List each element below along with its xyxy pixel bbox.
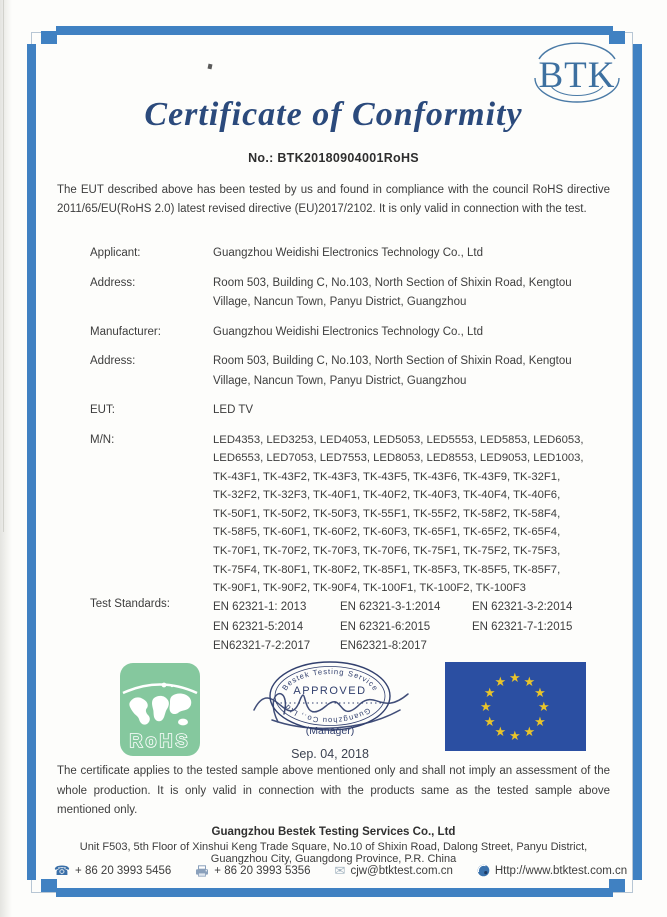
test-standard: EN62321-8:2017 bbox=[340, 640, 427, 652]
field-label: Applicant: bbox=[90, 247, 141, 259]
test-standard bbox=[472, 637, 613, 657]
mn-line: TK-70F1, TK-70F2, TK-70F3, TK-70F6, TK-75F1, TK-75F2, TK-75F3, bbox=[213, 545, 561, 558]
test-standard: EN62321-7-2:2017 bbox=[213, 640, 311, 652]
stamp-manager-text: (Manager) bbox=[305, 725, 355, 737]
rohs-logo bbox=[119, 662, 201, 757]
disclaimer-paragraph: The certificate applies to the tested sample above mentioned only and shall not imply an assessment of the whole production. It is only valid in connection with the products same as the tested sample above mentioned only. bbox=[57, 765, 610, 816]
border-top-band bbox=[56, 26, 613, 35]
email-icon: ✉ bbox=[334, 863, 346, 878]
eu-flag-star: ★ bbox=[494, 673, 507, 689]
mn-line: TK-32F2, TK-32F3, TK-40F1, TK-40F2, TK-40F3, TK-40F4, TK-40F6, bbox=[213, 489, 561, 502]
border-bottom-band bbox=[56, 888, 613, 897]
field-label: EUT: bbox=[90, 404, 115, 416]
stamp-approved-text: APPROVED bbox=[293, 685, 367, 697]
fax-contact bbox=[195, 865, 310, 877]
phone-icon: ☎ bbox=[53, 863, 71, 878]
footer-address-line2: Guangzhou City, Guangdong Province, P.R. China bbox=[210, 853, 457, 865]
border-left-band bbox=[27, 44, 36, 880]
email-contact bbox=[335, 864, 453, 877]
field-value bbox=[213, 401, 613, 421]
test-standards-label: Test Standards: bbox=[90, 598, 170, 610]
mn-label: M/N: bbox=[90, 433, 115, 446]
fields bbox=[90, 244, 615, 608]
eu-flag-star: ★ bbox=[494, 724, 507, 740]
website-contact bbox=[477, 864, 627, 877]
footer-contacts bbox=[30, 864, 651, 877]
field-value bbox=[213, 274, 613, 313]
eu-flag-star: ★ bbox=[538, 699, 550, 714]
mn-line: LED4353, LED3253, LED4053, LED5053, LED5553, LED5853, LED6053, bbox=[213, 433, 584, 446]
mn-line: TK-58F5, TK-60F1, TK-60F2, TK-60F3, TK-65F1, TK-65F2, TK-65F4, bbox=[213, 526, 561, 539]
field-value-line: Guangzhou Weidishi Electronics Technology Co., Ltd bbox=[213, 247, 483, 259]
eu-flag-star: ★ bbox=[534, 684, 546, 700]
globe-icon bbox=[477, 864, 490, 877]
phone-contact bbox=[54, 864, 171, 877]
field-value bbox=[213, 352, 613, 391]
stamp-date: Sep. 04, 2018 bbox=[291, 747, 369, 761]
test-standard: EN 62321-7-1:2015 bbox=[472, 620, 573, 633]
rohs-logo-text: RoHS bbox=[129, 731, 191, 751]
eu-flag-star: ★ bbox=[509, 670, 521, 685]
certificate-number: No.: BTK20180904001RoHS bbox=[248, 151, 419, 165]
field-value bbox=[213, 244, 613, 264]
test-standard: EN 62321-3-1:2014 bbox=[340, 601, 441, 613]
eu-flag-star: ★ bbox=[509, 728, 521, 743]
mn-row bbox=[90, 431, 615, 598]
approval-stamp bbox=[242, 648, 418, 746]
field-label: Address: bbox=[90, 276, 136, 289]
scan-edge-shadow bbox=[0, 0, 12, 917]
eu-flag-star: ★ bbox=[480, 699, 492, 714]
mn-line: TK-50F1, TK-50F2, TK-50F3, TK-55F1, TK-55F2, TK-58F2, TK-58F4, bbox=[213, 507, 561, 520]
scan-edge-line bbox=[3, 0, 4, 532]
border-corner-step bbox=[41, 31, 57, 44]
field-row bbox=[90, 352, 615, 391]
field-label: Manufacturer: bbox=[90, 325, 161, 338]
eu-flag bbox=[445, 662, 586, 751]
field-row bbox=[90, 323, 615, 343]
eu-flag-star: ★ bbox=[523, 673, 536, 689]
field-row bbox=[90, 274, 615, 313]
test-standard: EN 62321-6:2015 bbox=[340, 620, 431, 633]
phone-number: + 86 20 3993 5456 bbox=[75, 864, 172, 877]
field-value-line: Guangzhou Weidishi Electronics Technology Co., Ltd bbox=[213, 325, 483, 338]
test-standard: EN 62321-1: 2013 bbox=[213, 601, 307, 613]
mn-line: TK-75F4, TK-80F1, TK-80F2, TK-85F1, TK-85F3, TK-85F5, TK-85F7, bbox=[213, 563, 561, 576]
footer-company-name: Guangzhou Bestek Testing Services Co., Ltd bbox=[211, 826, 456, 838]
field-label: Address: bbox=[90, 355, 136, 367]
btk-logo-text: BTK bbox=[538, 55, 616, 96]
border-corner-step bbox=[609, 879, 625, 892]
email-address[interactable]: cjw@btktest.com.cn bbox=[350, 864, 453, 877]
eu-flag-star: ★ bbox=[534, 713, 546, 729]
mn-line: LED6553, LED7053, LED7553, LED8053, LED8553, LED9053, LED1003, bbox=[213, 452, 584, 465]
border-corner-step bbox=[41, 879, 57, 892]
mn-line: TK-90F1, TK-90F2, TK-90F4, TK-100F1, TK-100F2, TK-100F3 bbox=[213, 582, 526, 595]
field-row bbox=[90, 401, 615, 421]
test-standard: EN 62321-3-2:2014 bbox=[472, 601, 573, 613]
certificate-title: Certificate of Conformity bbox=[144, 96, 523, 133]
field-value-line: Village, Nancun Town, Panyu District, Guangzhou bbox=[213, 374, 467, 387]
intro-paragraph: The EUT described above has been tested by us and found in compliance with the council RoHS directive 2011/65/EU(RoHS 2.0) latest revised directive (EU)2017/2102. It is only valid in connection with the test. bbox=[57, 184, 610, 215]
eu-flag-star: ★ bbox=[483, 713, 496, 729]
field-value bbox=[213, 323, 613, 343]
stamp-ring-top-text: Bestek Testing Service bbox=[280, 666, 381, 693]
footer-address-line1: Unit F503, 5th Floor of Xinshui Keng Trade Square, No.10 of Shixin Road, Dalong Street, Panyu District, bbox=[79, 841, 588, 853]
mn-line: TK-43F1, TK-43F2, TK-43F3, TK-43F5, TK-43F6, TK-43F9, TK-32F1, bbox=[213, 470, 561, 483]
eu-flag-star: ★ bbox=[483, 684, 496, 700]
stamp-ring-bottom-text: Guangzhou Co., Ltd bbox=[282, 702, 373, 726]
website-url[interactable]: Http://www.btktest.com.cn bbox=[494, 864, 628, 877]
field-value-line: Room 503, Building C, No.103, North Section of Shixin Road, Kengtou bbox=[213, 276, 572, 289]
fax-icon bbox=[195, 865, 209, 877]
field-row bbox=[90, 244, 615, 264]
field-value-line: Village, Nancun Town, Panyu District, Guangzhou bbox=[213, 296, 467, 308]
field-value-line: LED TV bbox=[213, 404, 254, 416]
test-standard: EN 62321-5:2014 bbox=[213, 620, 304, 633]
eu-flag-star: ★ bbox=[523, 724, 536, 740]
fax-number: + 86 20 3993 5356 bbox=[214, 864, 311, 877]
mn-lines bbox=[213, 431, 613, 598]
border-right-band bbox=[633, 44, 642, 880]
field-value-line: Room 503, Building C, No.103, North Section of Shixin Road, Kengtou bbox=[213, 355, 572, 367]
